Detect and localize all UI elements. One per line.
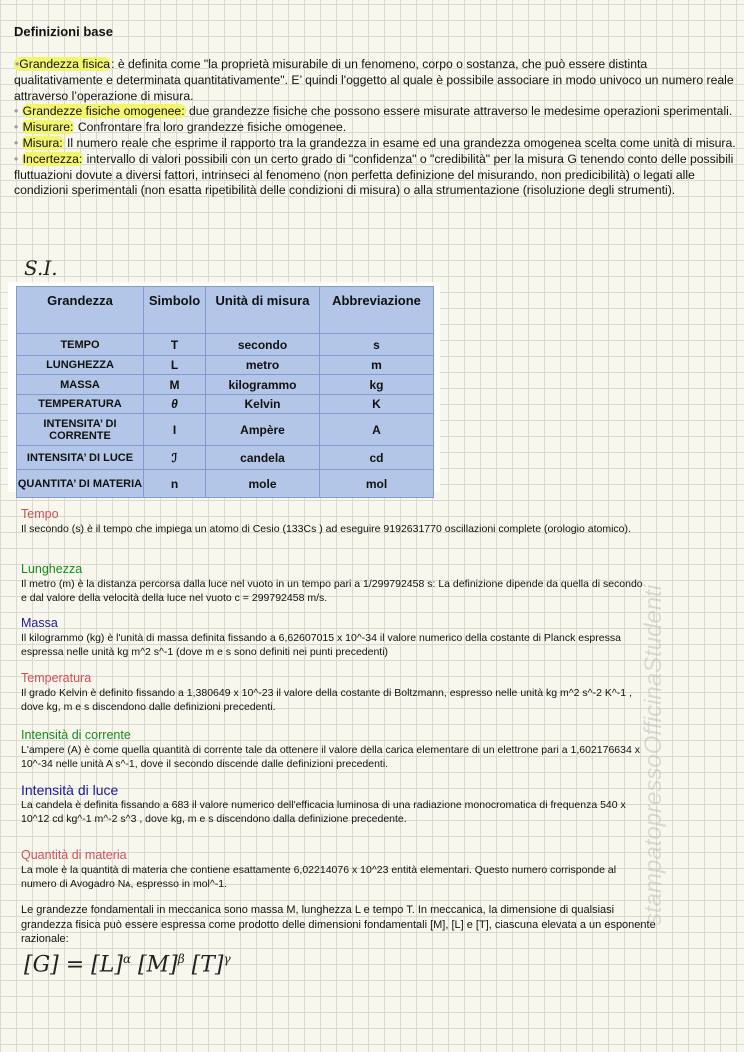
table-cell: K <box>320 395 434 414</box>
table-cell: candela <box>206 446 320 470</box>
formula-part: [M] <box>131 952 178 978</box>
header-simbolo: Simbolo <box>144 287 206 334</box>
section-lunghezza <box>21 561 651 605</box>
definition-text: Confrontare fra loro grandezze fisiche omogenee. <box>74 120 347 135</box>
table-cell: m <box>320 356 434 375</box>
table-cell: kg <box>320 375 434 395</box>
section-title: Temperatura <box>21 671 92 685</box>
section-text: Il kilogrammo (kg) è l'unità di massa definita fissando a 6,62607015 x 10^-34 il valore numerico della costante di Planck espressa espressa nelle unità kg m^2 s^-1 (dove m e s sono definiti nei punti precedenti) <box>21 632 621 658</box>
definitions <box>14 57 739 199</box>
table-row <box>17 356 434 375</box>
header-grandezza: Grandezza <box>17 287 144 334</box>
section-temperatura <box>21 670 651 714</box>
table-cell: INTENSITA’ DI CORRENTE <box>17 414 144 446</box>
section-intensit-di-luce <box>21 782 651 826</box>
table-row <box>17 375 434 395</box>
definition-text: due grandezze fisiche che possono essere misurate attraverso le medesime operazioni sperimentali. <box>185 104 733 119</box>
table-row <box>17 334 434 356</box>
definition-item: • Misura: Il numero reale che esprime il rapporto tra la grandezza in esame ed una grandezza omogenea scelta come unità di misura. <box>14 135 736 150</box>
table-cell: L <box>144 356 206 375</box>
table-row <box>17 470 434 498</box>
dimensional-formula <box>24 952 231 977</box>
si-units-table <box>16 286 434 498</box>
term: Incertezza: <box>22 151 83 166</box>
section-massa <box>21 615 651 659</box>
page-title: Definizioni base <box>14 24 113 39</box>
section-title: Intensità di luce <box>21 782 119 798</box>
definition-text: : è definita come "la proprietà misurabile di un fenomeno, corpo o sostanza, che può essere distinta qualitativamente e determinata quantitativamente". E’ quindi l'oggetto al quale è possibile associare in modo univoco un numero reale attraverso l’operazione di misura. <box>14 57 734 103</box>
formula-part: [T] <box>184 952 224 978</box>
table-cell: ℐ <box>144 446 206 470</box>
closing-paragraph: Le grandezze fondamentali in meccanica sono massa M, lunghezza L e tempo T. In meccanica, la dimensione di qualsiasi grandezza fisica può essere espressa come prodotto delle dimensioni fondamentali [M], [L] e [T], ciascuna elevata a un esponente razionale: <box>21 904 656 945</box>
table-cell: LUNGHEZZA <box>17 356 144 375</box>
section-text: La mole è la quantità di materia che contiene esattamente 6,02214076 x 10^23 entità elementari. Questo numero corrisponde al numero di Avogadro Nᴀ, espresso in mol^-1. <box>21 864 617 890</box>
section-text: L'ampere (A) è come quella quantità di corrente tale da ottenere il valore della carica elementare di un elettrone pari a 1,602176634 x 10^-34 nelle unità A s^-1, dove il secondo discende dalle definizioni precedenti. <box>21 744 640 770</box>
table-cell: secondo <box>206 334 320 356</box>
table-cell: MASSA <box>17 375 144 395</box>
section-text: Il secondo (s) è il tempo che impiega un atomo di Cesio (133Cs ) ad eseguire 9192631770 oscillazioni complete (orologio atomico). <box>21 523 631 535</box>
section-intensit-di-corrente <box>21 727 651 771</box>
section-title: Intensità di corrente <box>21 728 131 742</box>
definition-text: Il numero reale che esprime il rapporto tra la grandezza in esame ed una grandezza omogenea scelta come unità di misura. <box>63 135 736 150</box>
term: Misura: <box>22 135 63 150</box>
table-cell: metro <box>206 356 320 375</box>
term: Misurare: <box>22 120 74 135</box>
table-cell: TEMPO <box>17 334 144 356</box>
definition-item: • Grandezze fisiche omogenee: due grandezze fisiche che possono essere misurate attraverso le medesime operazioni sperimentali. <box>14 104 733 119</box>
table-row <box>17 446 434 470</box>
table-cell: s <box>320 334 434 356</box>
table-cell: A <box>320 414 434 446</box>
table-cell: kilogrammo <box>206 375 320 395</box>
exponent: β <box>177 952 185 966</box>
table-row <box>17 414 434 446</box>
section-title: Tempo <box>21 507 59 521</box>
section-tempo <box>21 506 651 536</box>
table-cell: θ <box>144 395 206 414</box>
header-abbreviazione: Abbreviazione <box>320 287 434 334</box>
definition-text: intervallo di valori possibili con un certo grado di "confidenza" o "credibilità" per la misura G tenendo conto delle possibili fluttuazioni dovute a diversi fattori, intrinseci al fenomeno (non perfetta definizione del misurando, non predicibilità) o legati alle condizioni sperimentali (non esatta ripetibilità delle condizioni di misura) o alla strumentazione (risoluzione degli strumenti). <box>14 151 734 198</box>
term: Grandezze fisiche omogenee: <box>22 104 185 119</box>
si-handwritten-label: S.I. <box>24 256 58 280</box>
formula-part: [G] = [L] <box>24 952 123 978</box>
table-cell: Kelvin <box>206 395 320 414</box>
section-title: Massa <box>21 616 58 630</box>
table-cell: Ampère <box>206 414 320 446</box>
table-cell: T <box>144 334 206 356</box>
section-text: La candela è definita fissando a 683 il valore numerico dell'efficacia luminosa di una radiazione monocromatica di frequenza 540 x 10^12 cd kg^-1 m^-2 s^3 , dove kg, m e s discendono dalla definizione precedente. <box>21 799 626 825</box>
term: Grandezza fisica <box>19 57 111 71</box>
table-row <box>17 395 434 414</box>
table-cell: mol <box>320 470 434 498</box>
table-cell: QUANTITA’ DI MATERIA <box>17 470 144 498</box>
definition-item: •Grandezza fisica: è definita come "la proprietà misurabile di un fenomeno, corpo o sostanza, che può essere distinta qualitativamente e determinata quantitativamente". E’ quindi l'oggetto al quale è possibile associare in modo univoco un numero reale attraverso l’operazione di misura. <box>14 57 734 103</box>
table-cell: mole <box>206 470 320 498</box>
section-quantit-di-materia <box>21 847 651 891</box>
definition-item: • Misurare: Confrontare fra loro grandezze fisiche omogenee. <box>14 120 347 135</box>
exponent: γ <box>223 952 231 966</box>
watermark: stampatopressoOfficinaStudenti <box>640 584 667 925</box>
table-cell: cd <box>320 446 434 470</box>
table-cell: TEMPERATURA <box>17 395 144 414</box>
si-table-panel <box>8 282 440 492</box>
header-unita: Unità di misura <box>206 287 320 334</box>
table-cell: I <box>144 414 206 446</box>
section-text: Il grado Kelvin è definito fissando a 1,380649 x 10^-23 il valore della costante di Boltzmann, espresso nelle unità kg m^2 s^-2 K^-1 , dove kg, m e s discendono dalle definizioni precedenti. <box>21 687 632 713</box>
table-cell: n <box>144 470 206 498</box>
table-cell: M <box>144 375 206 395</box>
section-title: Quantità di materia <box>21 848 127 862</box>
section-text: Il metro (m) è la distanza percorsa dalla luce nel vuoto in un tempo pari a 1/299792458 s: La definizione dipende da quella di secondo e dal valore della velocità della luce nel vuoto c = 299792458 m/s. <box>21 578 643 604</box>
table-cell: INTENSITA’ DI LUCE <box>17 446 144 470</box>
definition-item: • Incertezza: intervallo di valori possibili con un certo grado di "confidenza" o "credibilità" per la misura G tenendo conto delle possibili fluttuazioni dovute a diversi fattori, intrinseci al fenomeno (non perfetta definizione del misurando, non predicibilità) o legati alle condizioni sperimentali (non esatta ripetibilità delle condizioni di misura) o alla strumentazione (risoluzione degli strumenti). <box>14 151 734 198</box>
section-title: Lunghezza <box>21 562 83 576</box>
exponent: α <box>122 952 132 966</box>
